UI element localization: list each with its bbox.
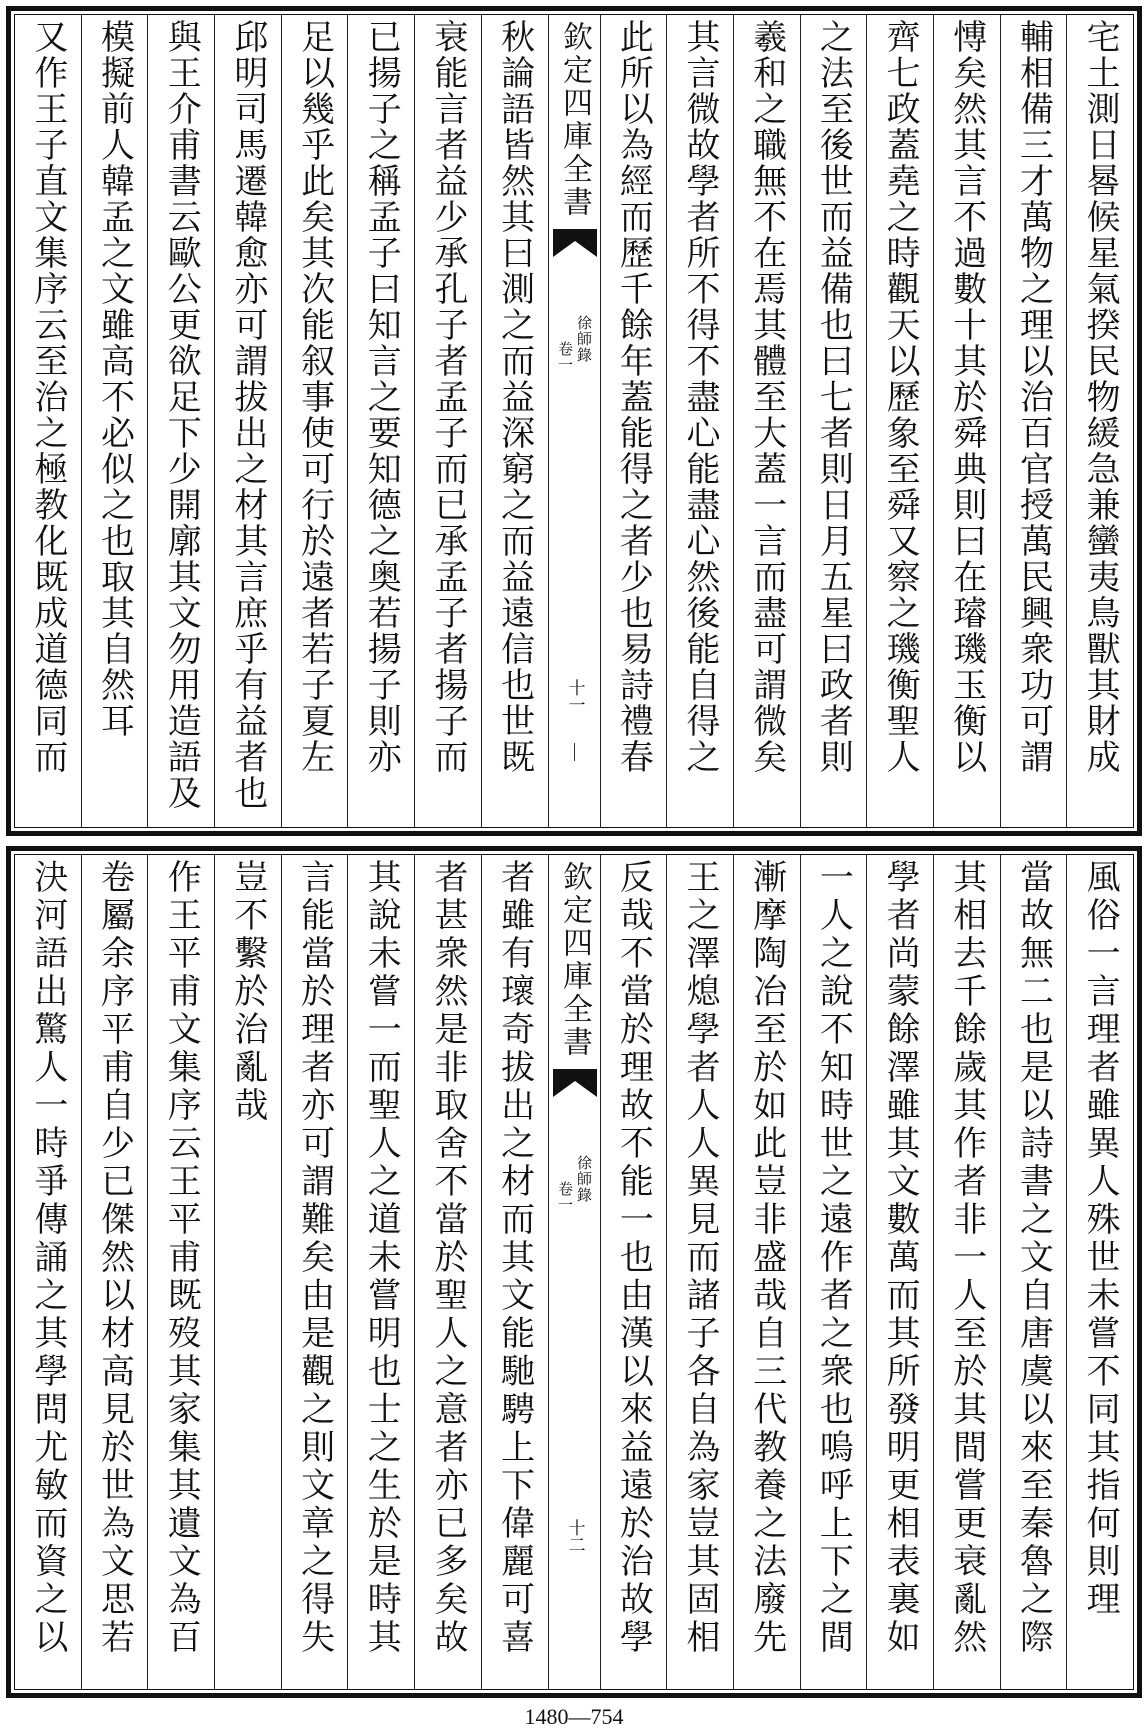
column-text: 作王平甫文集序云王平甫既歿其家集其遺文為百 [161, 859, 202, 1657]
column-text: 言能當於理者亦可謂難矣由是觀之則文章之得失 [294, 859, 335, 1657]
text-column [15, 15, 81, 827]
text-column [347, 15, 414, 827]
column-text: 衰能言者益少承孔子者孟子而已承孟子者揚子而 [427, 19, 468, 775]
column-text: 其說未嘗一而聖人之道未嘗明也士之生於是時其 [361, 859, 402, 1657]
column-text: 又作王子直文集序云至治之極教化既成道德同而 [27, 19, 68, 775]
column-text: 邱明司馬遷韓愈亦可謂拔出之材其言庶乎有益者也 [227, 19, 268, 811]
fish-tail-mark [553, 229, 597, 259]
column-text: 秋論語皆然其曰測之而益深窮之而益遠信也世既 [494, 19, 535, 775]
column-text: 卷屬余序平甫自少已傑然以材高見於世為文思若 [94, 859, 135, 1657]
banxin-title-text: 欽定四庫全書 [557, 861, 592, 1059]
text-column [281, 15, 348, 827]
banxin-volume: 卷一 [556, 341, 574, 373]
text-column [147, 15, 214, 827]
page-number-text: 十一 [564, 679, 585, 713]
text-column [600, 855, 667, 1689]
text-column [281, 855, 348, 1689]
column-text: 當故無二也是以詩書之文自唐虞以來至秦魯之際 [1013, 859, 1054, 1657]
column-text: 齊七政蓋堯之時觀天以歷象至舜又察之璣衡聖人 [880, 19, 921, 775]
text-column [81, 855, 148, 1689]
column-text: 羲和之職無不在焉其體至大蓋一言而盡可謂微矣 [746, 19, 787, 775]
column-text: 此所以為經而歷千餘年蓋能得之者少也易詩禮春 [613, 19, 654, 775]
column-text: 決河語出驚人一時爭傳誦之其學問尤敏而資之以 [27, 859, 68, 1657]
column-text: 足以幾乎此矣其次能叙事使可行於遠者若子夏左 [294, 19, 335, 775]
banxin-book-info [549, 1155, 600, 1213]
fish-tail-mark [553, 1069, 597, 1099]
column-text: 已揚子之稱孟子曰知言之要知德之奥若揚子則亦 [361, 19, 402, 775]
text-column [1000, 855, 1067, 1689]
banxin-title [549, 21, 600, 219]
column-text: 者雖有瓌奇拔出之材而其文能馳騁上下偉麗可喜 [494, 859, 535, 1657]
text-column [214, 15, 281, 827]
page-number [549, 679, 600, 713]
text-column [15, 855, 81, 1689]
text-column [414, 15, 481, 827]
banxin-volume: 卷一 [556, 1181, 574, 1213]
text-column [666, 15, 733, 827]
banxin-book-info [549, 315, 600, 373]
page-panel-12 [6, 846, 1142, 1698]
text-column [866, 15, 933, 827]
column-text: 與王介甫書云歐公更欲足下少開廓其文勿用造語及 [161, 19, 202, 811]
text-column [733, 15, 800, 827]
text-column [1000, 15, 1067, 827]
page-footer-reference: 1480—754 [524, 1704, 624, 1729]
page-number-text: 十二 [564, 1519, 585, 1553]
column-text: 愽矣然其言不過數十其於舜典則曰在璿璣玉衡以 [946, 19, 987, 775]
text-column [866, 855, 933, 1689]
text-column [347, 855, 414, 1689]
text-column [481, 15, 548, 827]
text-column [666, 855, 733, 1689]
text-column [733, 855, 800, 1689]
banxin-title-text: 欽定四庫全書 [557, 21, 592, 219]
column-text: 輔相備三才萬物之理以治百官授萬民興衆功可謂 [1013, 19, 1054, 775]
column-text: 其相去千餘歲其作者非一人至於其間嘗更衰亂然 [946, 859, 987, 1657]
column-text: 豈不繫於治亂哉 [227, 859, 268, 1125]
text-column [800, 855, 867, 1689]
column-text: 王之澤熄學者人人異見而諸子各自為家豈其固相 [680, 859, 721, 1657]
text-column [800, 15, 867, 827]
column-text: 之法至後世而益備也曰七者則日月五星曰政者則 [813, 19, 854, 775]
text-column [81, 15, 148, 827]
column-text: 一人之說不知時世之遠作者之衆也嗚呼上下之間 [813, 859, 854, 1657]
banxin-book-title: 徐師錄 [575, 315, 593, 363]
column-text: 宅土測日晷候星氣揆民物緩急兼蠻夷鳥獸其財成 [1080, 19, 1121, 775]
page-frame [14, 854, 1134, 1690]
banxin-center-margin [548, 855, 600, 1689]
column-text: 反哉不當於理故不能一也由漢以來益遠於治故學 [613, 859, 654, 1657]
banxin-title [549, 861, 600, 1059]
text-column [147, 855, 214, 1689]
text-column [600, 15, 667, 827]
text-column [933, 15, 1000, 827]
text-column [214, 855, 281, 1689]
column-text: 其言微故學者所不得不盡心能盡心然後能自得之 [680, 19, 721, 775]
column-text: 者甚衆然是非取舍不當於聖人之意者亦已多矣故 [427, 859, 468, 1657]
page-panel-11 [6, 6, 1142, 836]
text-column [1066, 15, 1133, 827]
column-text: 風俗一言理者雖異人殊世未嘗不同其指何則理 [1080, 859, 1121, 1619]
page-frame [14, 14, 1134, 828]
column-text: 漸摩陶冶至於如此豈非盛哉自三代教養之法廢先 [746, 859, 787, 1657]
column-text: 模擬前人韓孟之文雖高不必似之也取其自然耳 [94, 19, 135, 739]
column-text: 學者尚蒙餘澤雖其文數萬而其所發明更相表裏如 [880, 859, 921, 1657]
banxin-book-title: 徐師錄 [575, 1155, 593, 1203]
page-number [549, 1519, 600, 1553]
text-column [481, 855, 548, 1689]
text-column [414, 855, 481, 1689]
margin-tick-mark [574, 743, 575, 761]
text-column [1066, 855, 1133, 1689]
text-column [933, 855, 1000, 1689]
banxin-center-margin [548, 15, 600, 827]
